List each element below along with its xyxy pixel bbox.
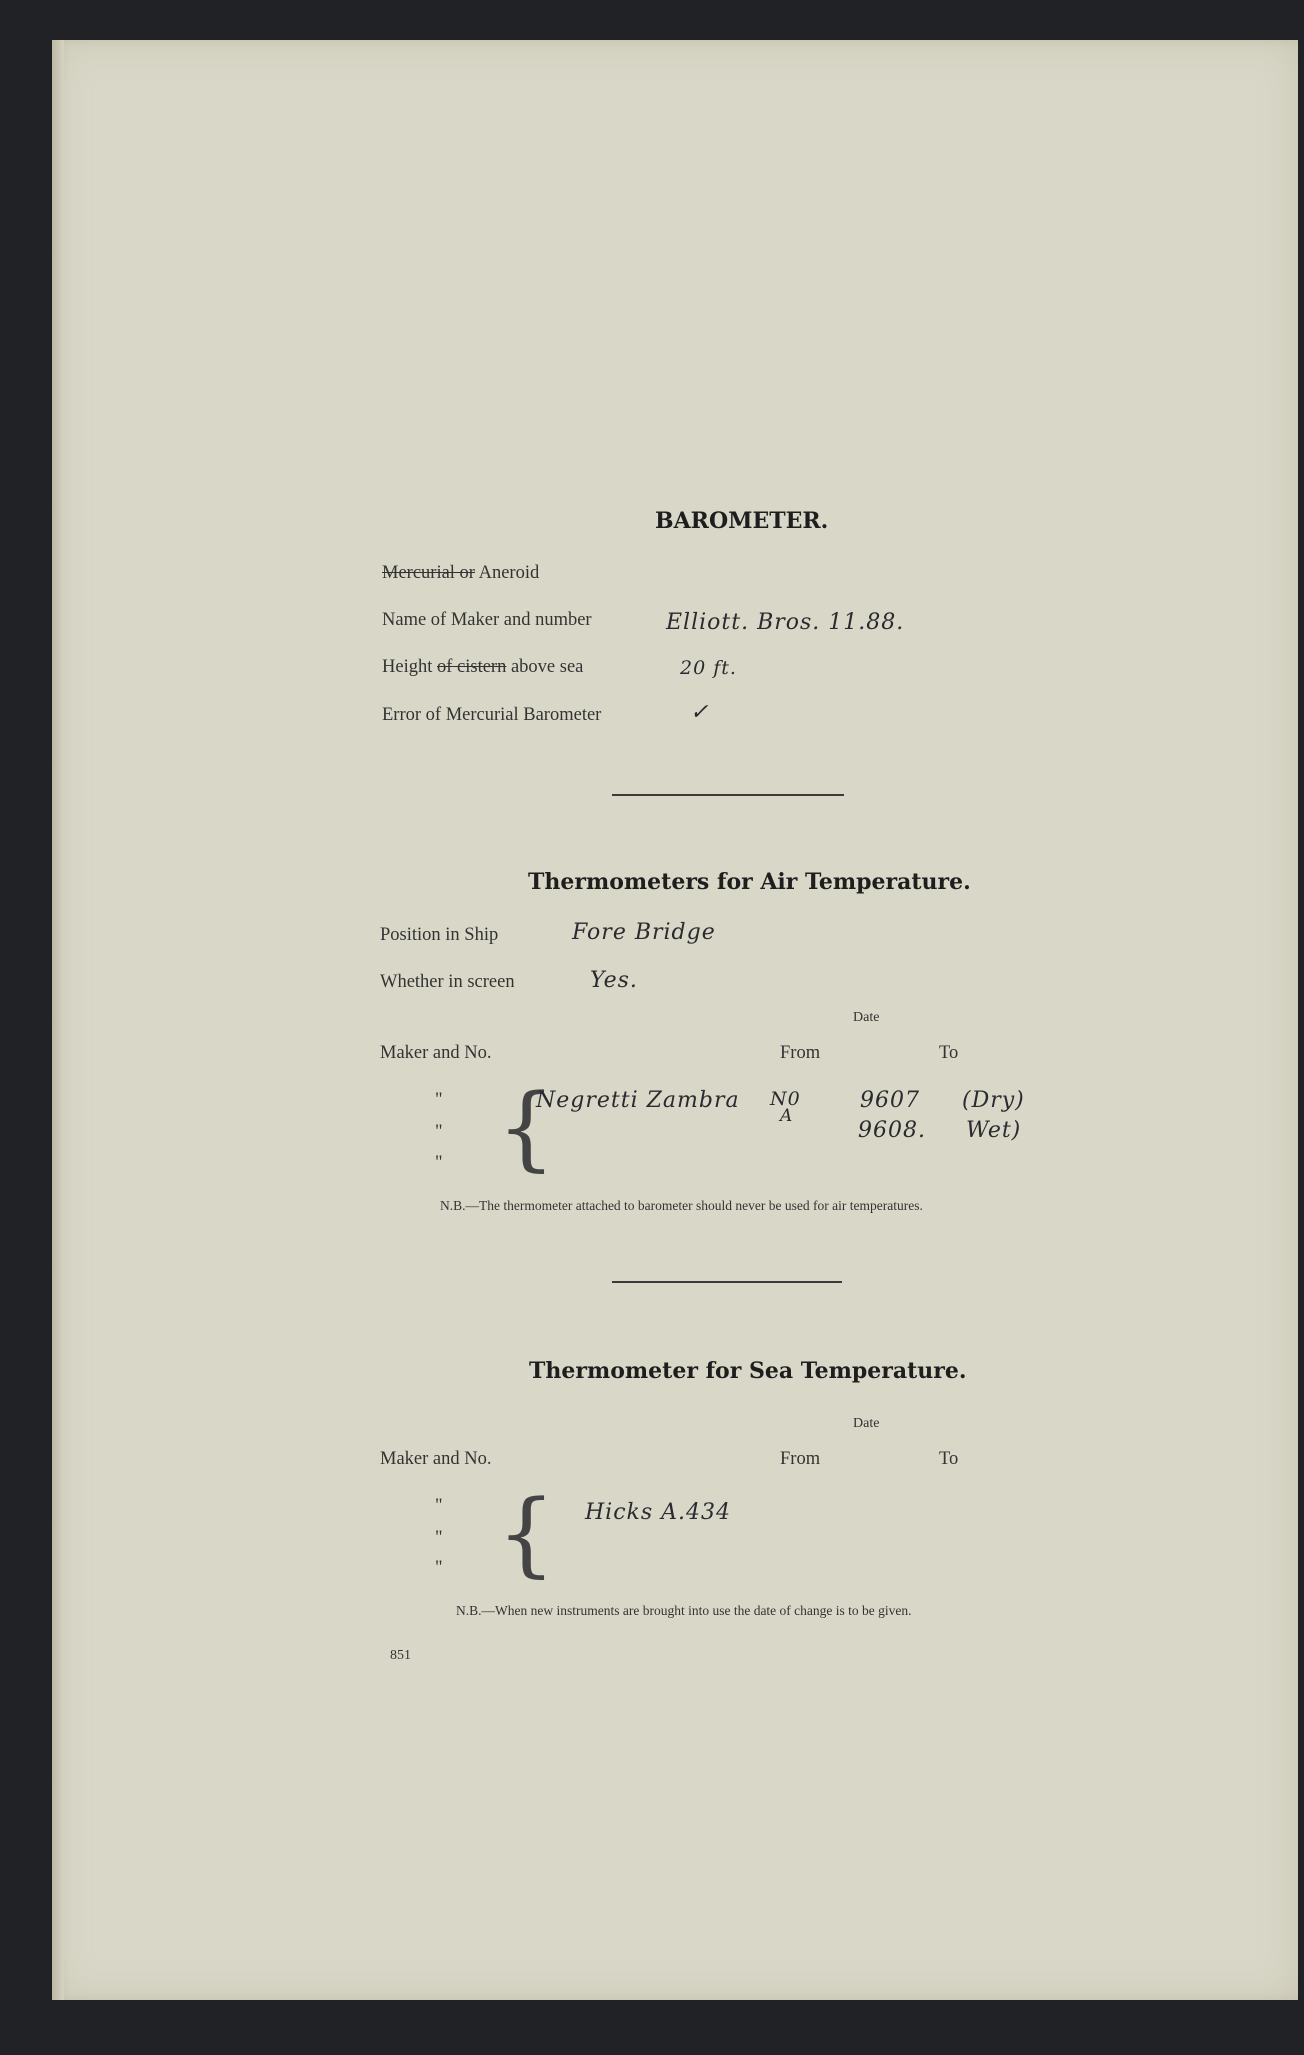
sea-ditto-3: ": [435, 1558, 443, 1578]
air-row1-note: (Dry): [962, 1088, 1025, 1113]
sea-row1-value: Hicks A.434: [585, 1500, 732, 1525]
air-screen-value: Yes.: [590, 968, 638, 993]
sea-ditto-2: ": [435, 1528, 443, 1548]
air-ditto-3: ": [435, 1153, 443, 1173]
air-note: N.B.—The thermometer attached to barometer should never be used for air temperatures.: [440, 1198, 923, 1213]
barometer-error-value: ✓: [690, 700, 710, 725]
air-maker-label: Maker and No.: [380, 1043, 492, 1063]
barometer-maker-label: Name of Maker and number: [382, 610, 592, 630]
air-row1-maker: Negretti Zambra: [536, 1088, 740, 1113]
sea-from-label: From: [780, 1449, 821, 1469]
air-to-label: To: [939, 1043, 959, 1063]
barometer-height-line: [382, 657, 583, 678]
air-row2-note: Wet): [966, 1118, 1022, 1143]
barometer-heading: BAROMETER.: [655, 508, 829, 534]
barometer-maker-value: Elliott. Bros. 11.88.: [666, 610, 905, 635]
barometer-height-struck: of cistern: [436, 657, 507, 677]
barometer-height-label-end: above sea: [510, 657, 584, 677]
air-date-label: Date: [853, 1010, 880, 1025]
sea-brace: {: [497, 1480, 556, 1587]
barometer-height-label: Height: [382, 657, 433, 677]
section-divider-2: [612, 1281, 842, 1283]
page-number: 851: [390, 1648, 411, 1663]
sea-thermometer-heading: Thermometer for Sea Temperature.: [529, 1358, 967, 1384]
air-brace: {: [497, 1074, 556, 1181]
air-ditto-1: ": [435, 1090, 443, 1110]
sea-note: N.B.—When new instruments are brought into use the date of change is to be given.: [456, 1603, 912, 1618]
air-row2-number: 9608.: [858, 1118, 926, 1143]
air-position-value: Fore Bridge: [572, 920, 716, 945]
air-thermometers-heading: Thermometers for Air Temperature.: [528, 869, 971, 895]
air-screen-label: Whether in screen: [380, 972, 515, 992]
barometer-type-struck: Mercurial or: [382, 563, 475, 583]
barometer-type: Aneroid: [478, 563, 540, 583]
air-position-label: Position in Ship: [380, 925, 499, 945]
barometer-height-value: 20 ft.: [680, 657, 737, 679]
form-page: [52, 40, 1298, 2000]
sea-ditto-1: ": [435, 1496, 443, 1516]
air-row2-code: A: [780, 1106, 794, 1126]
air-ditto-2: ": [435, 1122, 443, 1142]
barometer-error-label: Error of Mercurial Barometer: [382, 705, 602, 725]
section-divider-1: [612, 794, 844, 796]
air-row1-number: 9607: [860, 1088, 920, 1113]
sea-to-label: To: [939, 1449, 959, 1469]
barometer-type-line: [382, 563, 539, 584]
air-row1-code: N0: [770, 1088, 801, 1110]
page-binding-edge: [52, 40, 64, 2000]
air-from-label: From: [780, 1043, 821, 1063]
sea-date-label: Date: [853, 1416, 880, 1431]
sea-maker-label: Maker and No.: [380, 1449, 492, 1469]
